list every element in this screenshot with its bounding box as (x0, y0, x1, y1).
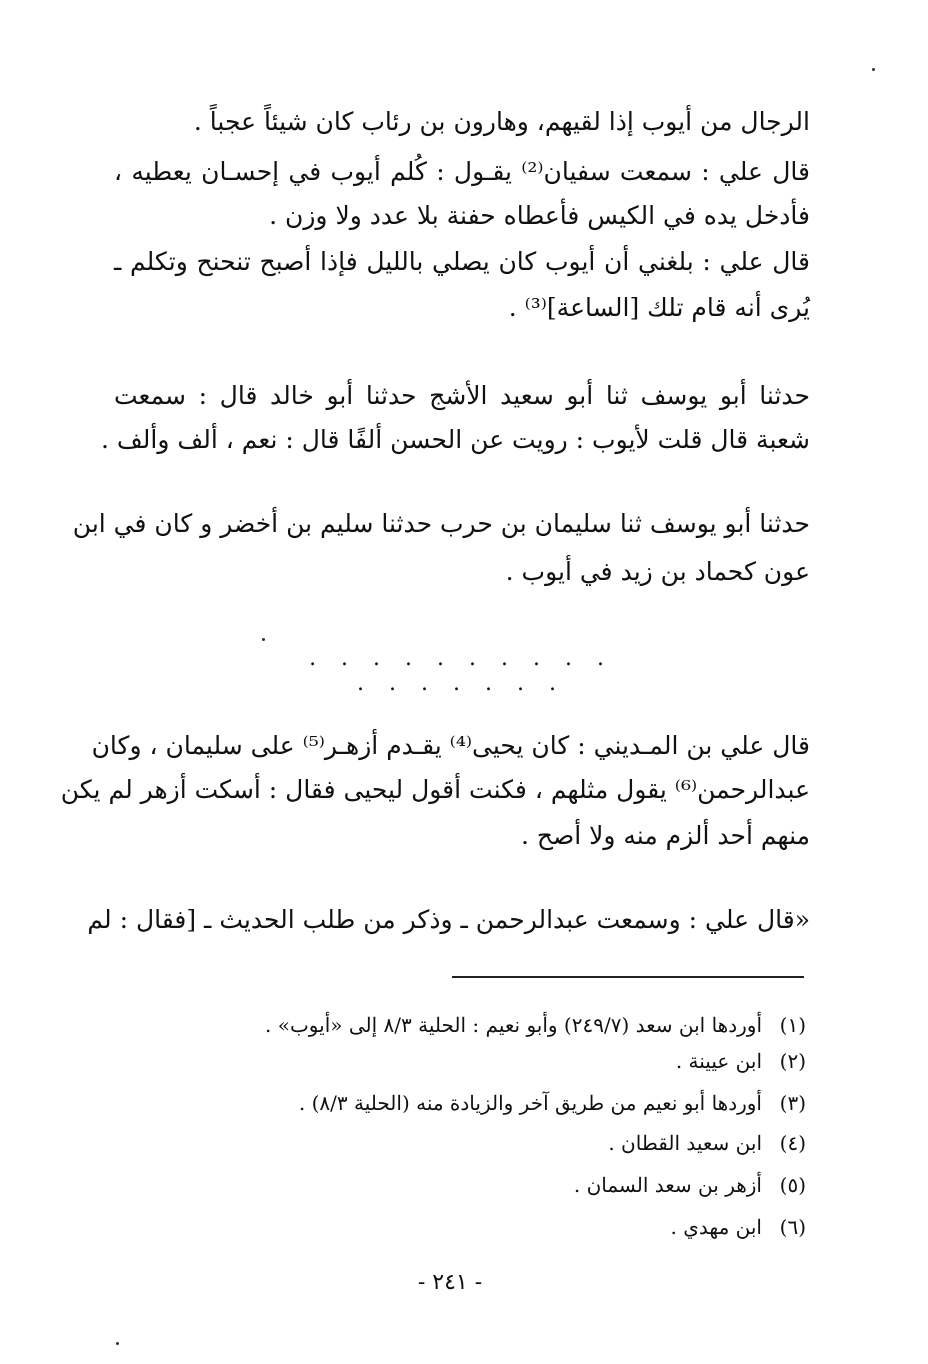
scan-speck (872, 68, 875, 71)
text-line: قال علي : سمعت سفيان⁽²⁾ يقـول : كُلم أيوب في إحسـان يعطيه ، (114, 157, 810, 186)
footnote (676, 1046, 806, 1076)
footnote-text: أزهر بن سعد السمان . (573, 1173, 762, 1197)
footnote (299, 1088, 806, 1118)
footnote-text: ابن عيينة . (675, 1049, 762, 1073)
text-line: عبدالرحمن⁽⁶⁾ يقول مثلهم ، فكنت أقول ليحيى فقال : أسكت أزهر لم يكن (60, 775, 810, 804)
footnote-number: (٢) (779, 1049, 806, 1073)
footnote (574, 1170, 806, 1200)
text-line: قال علي : بلغني أن أيوب كان يصلي بالليل فإذا أصبح تنحنح وتكلم ـ (114, 247, 810, 276)
footnote (608, 1128, 806, 1158)
text-line: يُرى أنه قام تلك [الساعة]⁽³⁾ . (508, 293, 810, 322)
text-line: فأدخل يده في الكيس فأعطاه حفنة بلا عدد ولا وزن . (269, 201, 810, 230)
footnote-text: أوردها ابن سعد (٢٤٩/٧) وأبو نعيم : الحلية ٨/٣ إلى «أيوب» . (265, 1013, 762, 1037)
footnote-number: (٥) (779, 1173, 806, 1197)
footnote-separator (452, 976, 804, 978)
section-separator: . . . . . . . . . . . . . . . . . (309, 646, 613, 696)
footnote-number: (١) (779, 1013, 806, 1037)
text-line: حدثنا أبو يوسف ثنا أبو سعيد الأشج حدثنا أبو خالد قال : سمعت (114, 381, 810, 410)
footnote-number: (٣) (779, 1091, 806, 1115)
footnote-text: أوردها أبو نعيم من طريق آخر والزيادة منه (الحلية ٨/٣) . (298, 1091, 762, 1115)
text-line: شعبة قال قلت لأيوب : رويت عن الحسن ألفًا قال : نعم ، ألف وألف . (101, 425, 810, 454)
footnote-text: ابن مهدي . (670, 1215, 762, 1239)
text-line: عون كحماد بن زيد في أيوب . (505, 557, 810, 586)
scan-speck (116, 1342, 119, 1345)
footnote-number: (٦) (779, 1215, 806, 1239)
text-line: «قال علي : وسمعت عبدالرحمن ـ وذكر من طلب الحديث ـ [فقال : لم (87, 905, 810, 934)
scan-speck (262, 638, 265, 641)
page-number: - ٢٤١ - (417, 1270, 483, 1295)
footnote-number: (٤) (779, 1131, 806, 1155)
footnote-text: ابن سعيد القطان . (608, 1131, 762, 1155)
text-line: الرجال من أيوب إذا لقيهم، وهارون بن رئاب كان شيئاً عجباً . (193, 107, 810, 136)
footnote (670, 1212, 806, 1242)
text-line: حدثنا أبو يوسف ثنا سليمان بن حرب حدثنا سليم بن أخضر و كان في ابن (72, 509, 810, 538)
footnote (265, 1010, 806, 1040)
text-line: منهم أحد ألزم منه ولا أصح . (520, 821, 810, 850)
text-line: قال علي بن المـديني : كان يحيى⁽⁴⁾ يقـدم أزهـر⁽⁵⁾ على سليمان ، وكان (91, 731, 810, 760)
